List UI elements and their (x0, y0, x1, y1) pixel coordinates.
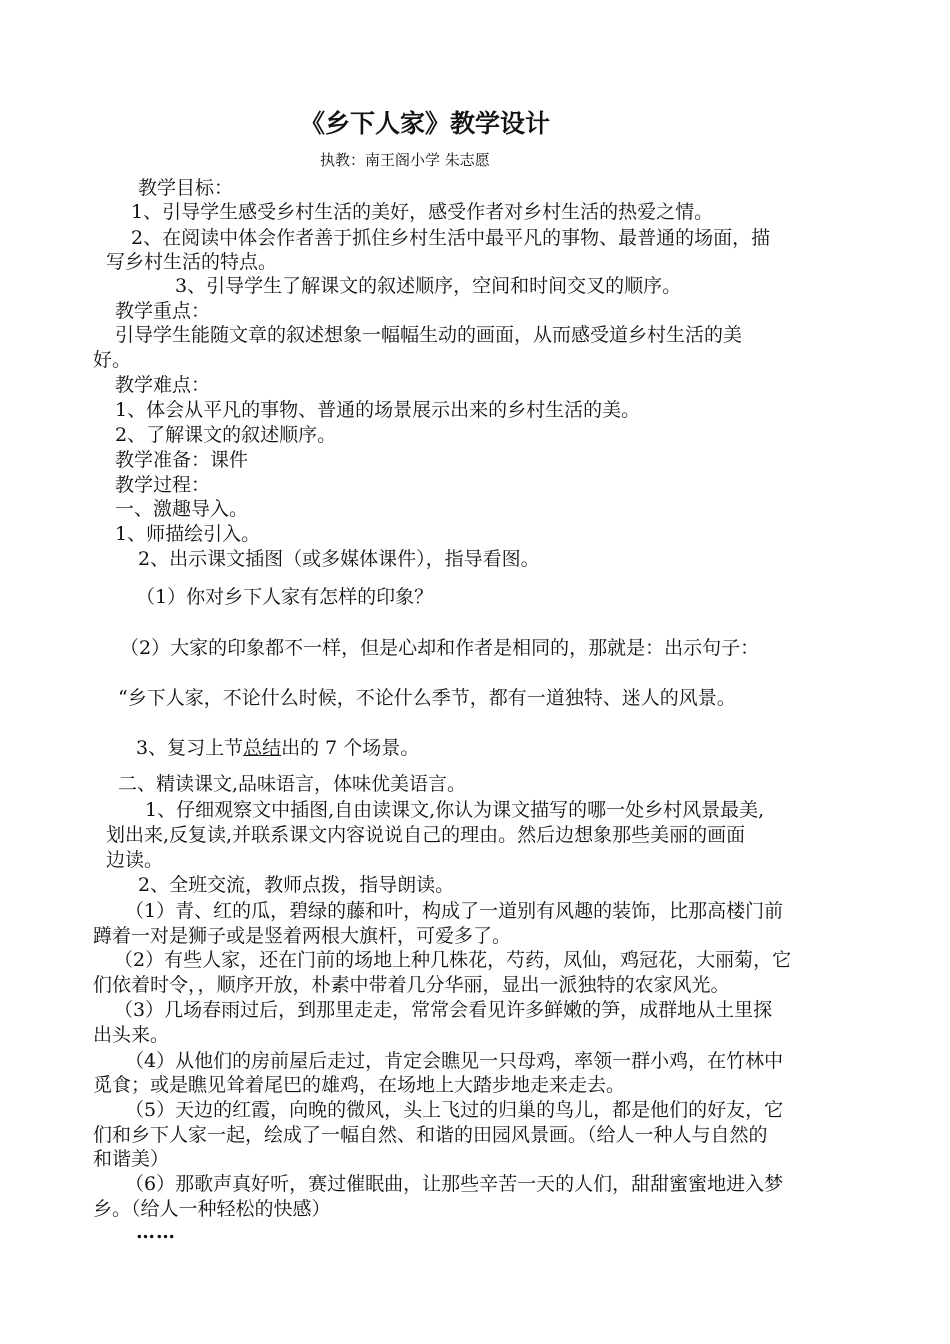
objective-2-cont: 写乡村生活的特点。 (106, 251, 278, 273)
scene-4-cont: 觅食；或是瞧见耸着尾巴的雄鸡，在场地上大踏步地走来走去。 (93, 1074, 626, 1096)
section-heading-key-points: 教学重点： (115, 300, 211, 322)
preparation: 教学准备：课件 (115, 449, 249, 471)
step-2-2: 2、全班交流，教师点拨，指导朗读。 (138, 874, 455, 896)
step-2-1-cont-2: 边读。 (106, 849, 164, 871)
quote-sentence: “乡下人家，不论什么时候，不论什么季节，都有一道独特、迷人的风景。 (118, 687, 736, 709)
objective-2: 2、在阅读中体会作者善于抓住乡村生活中最平凡的事物、最普通的场面，描 (131, 227, 771, 249)
key-points-text: 引导学生能随文章的叙述想象一幅幅生动的画面，从而感受道乡村生活的美 (115, 324, 743, 346)
scene-2-cont: 们依着时令，，顺序开放，朴素中带着几分华丽，显出一派独特的农家风光。 (93, 974, 730, 996)
scene-5: （5）天边的红霞，向晚的微风，头上飞过的归巢的鸟儿，都是他们的好友，它 (125, 1099, 784, 1121)
step-1-heading: 一、激趣导入。 (115, 498, 249, 520)
author-line: 执教：南王阁小学 朱志愿 (320, 151, 490, 169)
scene-3: （3）几场春雨过后，到那里走走，常常会看见许多鲜嫩的笋，成群地从土里探 (114, 999, 773, 1021)
question-1: （1）你对乡下人家有怎样的印象？ (136, 586, 434, 608)
step-1-2: 2、出示课文插图（或多媒体课件），指导看图。 (138, 548, 540, 570)
scene-6: （6）那歌声真好听，赛过催眠曲，让那些辛苦一天的人们，甜甜蜜蜜地进入梦 (125, 1173, 784, 1195)
review-line-underlined: 总结 (243, 737, 282, 759)
review-line-after: 出的 7 个场景。 (281, 737, 420, 759)
objective-3: 3、引导学生了解课文的叙述顺序，空间和时间交叉的顺序。 (175, 275, 682, 297)
difficulty-1: 1、体会从平凡的事物、普通的场景展示出来的乡村生活的美。 (115, 399, 641, 421)
scene-3-cont: 出头来。 (93, 1024, 170, 1046)
scene-5-cont-2: 和谐美） (93, 1148, 170, 1170)
key-points-text-cont: 好。 (93, 349, 132, 371)
scene-5-cont: 们和乡下人家一起，绘成了一幅自然、和谐的田园风景画。（给人一种人与自然的 (93, 1124, 768, 1146)
section-heading-objectives: 教学目标： (138, 177, 234, 199)
difficulty-2: 2、了解课文的叙述顺序。 (115, 424, 337, 446)
scene-2: （2）有些人家，还在门前的场地上种几株花，芍药，凤仙，鸡冠花，大丽菊，它 (114, 949, 792, 971)
objective-1: 1、引导学生感受乡村生活的美好，感受作者对乡村生活的热爱之情。 (131, 201, 714, 223)
scene-1-cont: 蹲着一对是狮子或是竖着两根大旗杆，可爱多了。 (93, 925, 512, 947)
scene-6-cont: 乡。（给人一种轻松的快感） (93, 1198, 331, 1220)
step-1-1: 1、师描绘引入。 (115, 523, 261, 545)
section-heading-difficulties: 教学难点： (115, 374, 211, 396)
section-heading-process: 教学过程： (115, 474, 211, 496)
step-2-heading: 二、精读课文,品味语言，体味优美语言。 (118, 773, 467, 795)
scene-1: （1）青、红的瓜，碧绿的藤和叶，构成了一道别有风趣的装饰，比那高楼门前 (125, 900, 784, 922)
document-title: 《乡下人家》教学设计 (300, 109, 551, 138)
review-line-before: 3、复习上节 (136, 737, 244, 759)
review-line (136, 736, 419, 760)
ellipsis: …… (136, 1221, 176, 1243)
step-2-1-cont: 划出来,反复读,并联系课文内容说说自己的理由。然后边想象那些美丽的画面 (106, 824, 746, 846)
step-2-1: 1、仔细观察文中插图,自由读课文,你认为课文描写的哪一处乡村风景最美, (145, 799, 765, 821)
question-2: （2）大家的印象都不一样，但是心却和作者是相同的，那就是：出示句子： (120, 637, 760, 659)
scene-4: （4）从他们的房前屋后走过，肯定会瞧见一只母鸡，率领一群小鸡，在竹林中 (125, 1050, 784, 1072)
